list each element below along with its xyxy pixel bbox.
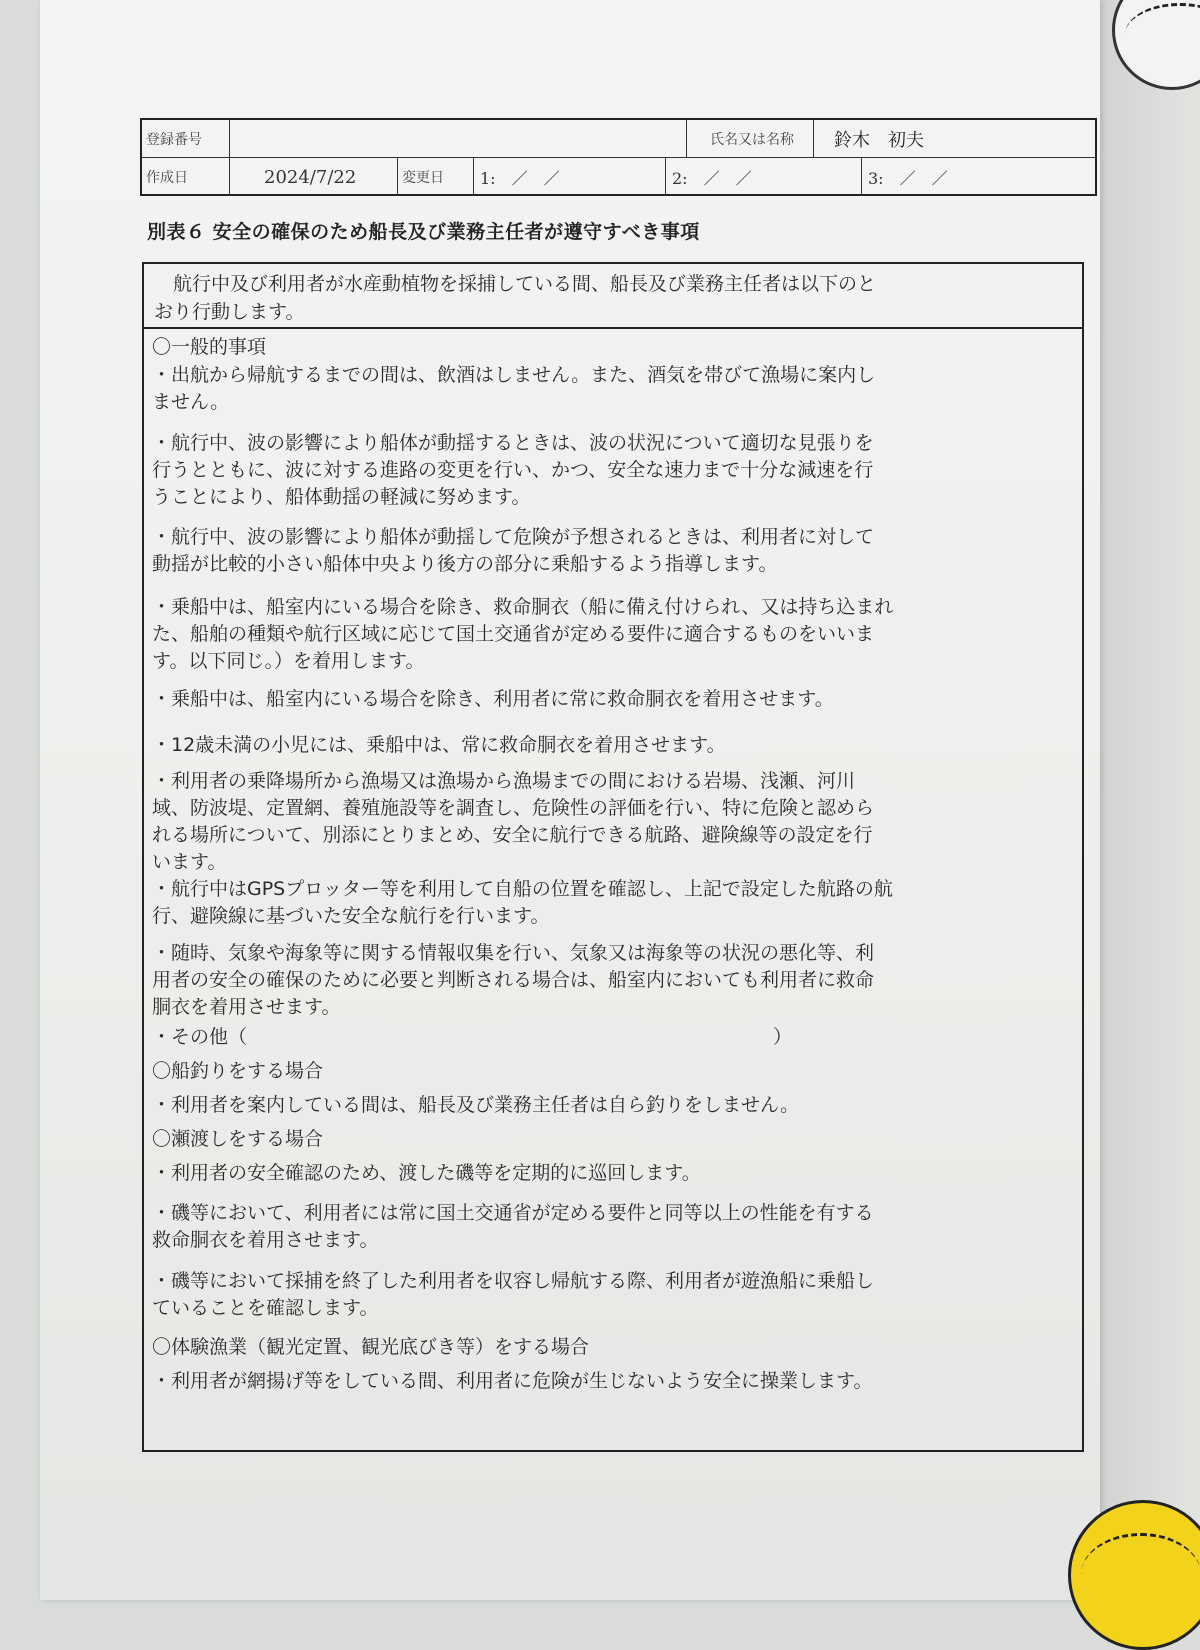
change-slot-1: 1: ／ ／	[480, 168, 560, 188]
name-value-cell	[814, 120, 1097, 158]
reg-no-value-cell	[230, 120, 687, 158]
item-line: 動揺が比較的小さい船体中央より後方の部分に乗船するよう指導します。	[152, 553, 778, 575]
item-line: うことにより、船体動揺の軽減に努めます。	[152, 486, 531, 508]
background-wall	[1090, 0, 1200, 1600]
item-line: れる場所について、別添にとりまとめ、安全に航行できる航路、避険線等の設定を行	[152, 824, 873, 846]
fishing-heading: 〇船釣りをする場合	[152, 1060, 324, 1082]
item-line: ていることを確認します。	[152, 1297, 379, 1319]
registration-header-table	[140, 118, 1097, 196]
yellow-ball-magnet-bottom	[1068, 1500, 1200, 1650]
list-item	[152, 940, 1072, 1021]
intro-line: おり行動します。	[154, 301, 305, 323]
other-open: ・その他（	[152, 1026, 248, 1048]
item-line: ・磯等において、利用者には常に国土交通省が定める要件と同等以上の性能を有する	[152, 1202, 874, 1224]
list-item	[152, 768, 1072, 876]
item-line: ・航行中、波の影響により船体が動揺して危険が予想されるときは、利用者に対して	[152, 526, 875, 548]
reg-no-label: 登録番号	[146, 131, 202, 148]
item-line: ・12歳未満の小児には、乗船中は、常に救命胴衣を着用させます。	[152, 734, 726, 756]
item-line: ・航行中、波の影響により船体が動揺するときは、波の状況について適切な見張りを	[152, 432, 874, 454]
item-line: ・航行中はGPSプロッター等を利用して自船の位置を確認し、上記で設定した航路の航	[152, 878, 893, 900]
other-close: ）	[772, 1026, 792, 1048]
item-line: 胴衣を着用させます。	[152, 996, 341, 1018]
created-value-cell	[230, 158, 398, 196]
item-line: ・乗船中は、船室内にいる場合を除き、利用者に常に救命胴衣を着用させます。	[152, 688, 834, 710]
change-slot-3-cell	[862, 158, 1097, 196]
intro-line: 航行中及び利用者が水産動植物を採捕している間、船長及び業務主任者は以下のと	[154, 273, 877, 295]
list-item	[152, 1268, 1072, 1322]
other-item	[152, 1024, 792, 1051]
rock-heading: 〇瀬渡しをする場合	[152, 1128, 324, 1150]
change-slot-2: 2: ／ ／	[672, 168, 752, 188]
list-item	[152, 732, 1072, 759]
rules-box	[142, 262, 1084, 1452]
list-item	[152, 594, 1072, 675]
item-line: います。	[152, 851, 227, 873]
name-label-cell	[687, 120, 814, 158]
name-value: 鈴木 初夫	[834, 129, 924, 151]
list-item	[152, 1200, 1072, 1254]
intro-text	[144, 264, 1082, 329]
item-line: ・磯等において採捕を終了した利用者を収容し帰航する際、利用者が遊漁船に乗船し	[152, 1270, 875, 1292]
list-item	[152, 430, 1072, 511]
item-line: 行、避険線に基づいた安全な航行を行います。	[152, 905, 550, 927]
item-line: た、船舶の種類や航行区域に応じて国土交通省が定める要件に適合するものをいいま	[152, 623, 875, 645]
change-slot-1-cell	[474, 158, 666, 196]
list-item	[152, 1092, 1072, 1119]
created-date: 2024/7/22	[264, 166, 357, 188]
change-slot-2-cell	[666, 158, 862, 196]
changed-label: 変更日	[402, 170, 444, 186]
item-line: ・利用者の乗降場所から漁場又は漁場から漁場までの間における岩場、浅瀬、河川	[152, 770, 856, 792]
item-line: ・利用者を案内している間は、船長及び業務主任者は自ら釣りをしません。	[152, 1094, 800, 1116]
changed-label-cell	[398, 158, 474, 196]
list-item	[152, 686, 1072, 713]
reg-no-label-cell	[142, 120, 230, 158]
item-line: ません。	[152, 391, 230, 413]
item-line: 行うとともに、波に対する進路の変更を行い、かつ、安全な速力まで十分な減速を行	[152, 459, 874, 481]
item-line: ・利用者が網揚げ等をしている間、利用者に危険が生じないよう安全に操業します。	[152, 1370, 873, 1392]
list-item	[152, 362, 1072, 416]
item-line: 域、防波堤、定置網、養殖施設等を調査し、危険性の評価を行い、特に危険と認めら	[152, 797, 875, 819]
item-line: す。以下同じ。）を着用します。	[152, 650, 425, 672]
tour-heading: 〇体験漁業（観光定置、観光底びき等）をする場合	[152, 1336, 590, 1358]
created-label-cell	[142, 158, 230, 196]
section-title: 別表６ 安全の確保のため船長及び業務主任者が遵守すべき事項	[147, 221, 700, 243]
list-item	[152, 1160, 1072, 1187]
change-slot-3: 3: ／ ／	[868, 168, 948, 188]
item-line: 用者の安全の確保のために必要と判断される場合は、船室内においても利用者に救命	[152, 969, 875, 991]
name-label: 氏名又は名称	[710, 131, 794, 148]
item-line: ・利用者の安全確認のため、渡した磯等を定期的に巡回します。	[152, 1162, 701, 1184]
list-item	[152, 524, 1072, 578]
list-item	[152, 876, 1072, 930]
created-label: 作成日	[146, 170, 188, 186]
item-line: 救命胴衣を着用させます。	[152, 1229, 379, 1251]
item-line: ・出航から帰航するまでの間は、飲酒はしません。また、酒気を帯びて漁場に案内し	[152, 364, 876, 386]
list-item	[152, 1368, 1072, 1395]
general-heading: 〇一般的事項	[152, 336, 267, 358]
item-line: ・乗船中は、船室内にいる場合を除き、救命胴衣（船に備え付けられ、又は持ち込まれ	[152, 596, 894, 618]
item-line: ・随時、気象や海象等に関する情報収集を行い、気象又は海象等の状況の悪化等、利	[152, 942, 875, 964]
